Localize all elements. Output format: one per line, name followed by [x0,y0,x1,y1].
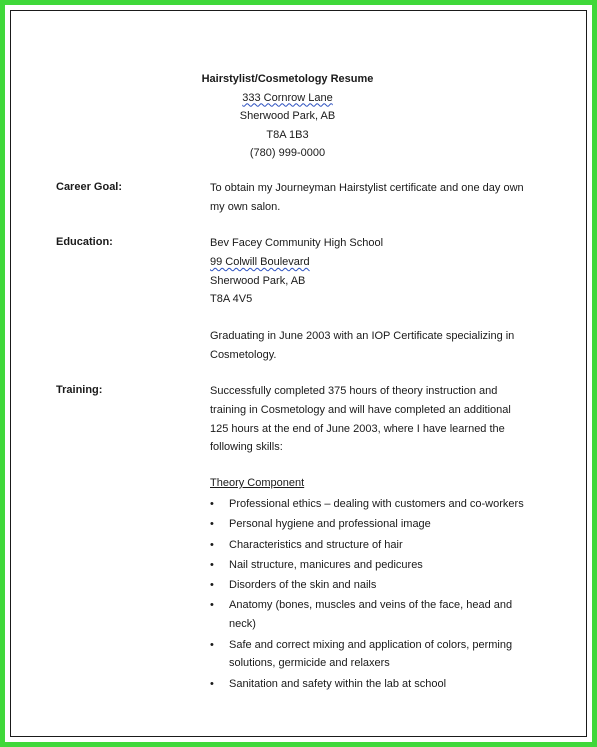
skills-list-container [210,495,525,695]
list-item [210,576,525,595]
education-details [210,234,540,309]
bullet-icon: • [210,677,214,690]
list-item-text: Anatomy (bones, muscles and veins of the face, head and neck) [229,599,513,631]
postal-code: T8A 1B3 [266,128,309,141]
training-intro: Successfully completed 375 hours of theory instruction and training in Cosmetology and will have completed an additional 125 hours at the end of June 2003, where I have learned the following skills: [210,385,511,454]
bullet-icon: • [210,498,214,510]
list-item [210,556,525,575]
theory-component-heading [210,474,540,493]
bullet-icon: • [210,579,214,592]
bullet-icon: • [210,638,214,651]
list-item [210,536,525,555]
bullet-icon: • [210,538,214,551]
list-item [210,636,525,674]
theory-component-title: Theory Component [210,477,305,489]
school-street [210,253,540,272]
resume-header [200,70,375,163]
list-item-text: Professional ethics – dealing with customers and co-workers [229,498,524,510]
bullet-icon: • [210,518,214,531]
career-goal-label: Career Goal: [56,181,123,193]
list-item [210,675,525,694]
address-line-1 [200,89,375,108]
street-address: 333 Cornrow Lane [242,91,333,104]
list-item-text: Safe and correct mixing and application of colors, perming solutions, germicide and relaxers [229,638,513,670]
list-item [210,495,525,514]
training-label: Training: [56,384,103,396]
school-city: Sherwood Park, AB [210,274,306,287]
bullet-icon: • [210,558,214,571]
list-item [210,515,525,534]
phone-number: (780) 999-0000 [249,147,326,159]
career-goal-text: To obtain my Journeyman Hairstylist certificate and one day own my own salon. [210,182,524,213]
list-item-text: Disorders of the skin and nails [229,579,377,592]
address-line-2: Sherwood Park, AB [239,110,336,122]
list-item-text: Sanitation and safety within the lab at school [229,677,447,690]
list-item [210,596,525,634]
school-postal: T8A 4V5 [210,293,253,306]
education-label: Education: [56,236,113,248]
graduation-note: Graduating in June 2003 with an IOP Certificate specializing in Cosmetology. [210,330,515,361]
list-item-text: Personal hygiene and professional image [229,518,431,531]
skills-list [210,495,525,693]
school-name: Bev Facey Community High School [210,237,384,249]
list-item-text: Characteristics and structure of hair [229,538,403,551]
bullet-icon: • [210,599,214,612]
resume-title: Hairstylist/Cosmetology Resume [201,73,374,85]
list-item-text: Nail structure, manicures and pedicures [229,558,423,571]
school-street-text: 99 Colwill Boulevard [210,255,310,268]
